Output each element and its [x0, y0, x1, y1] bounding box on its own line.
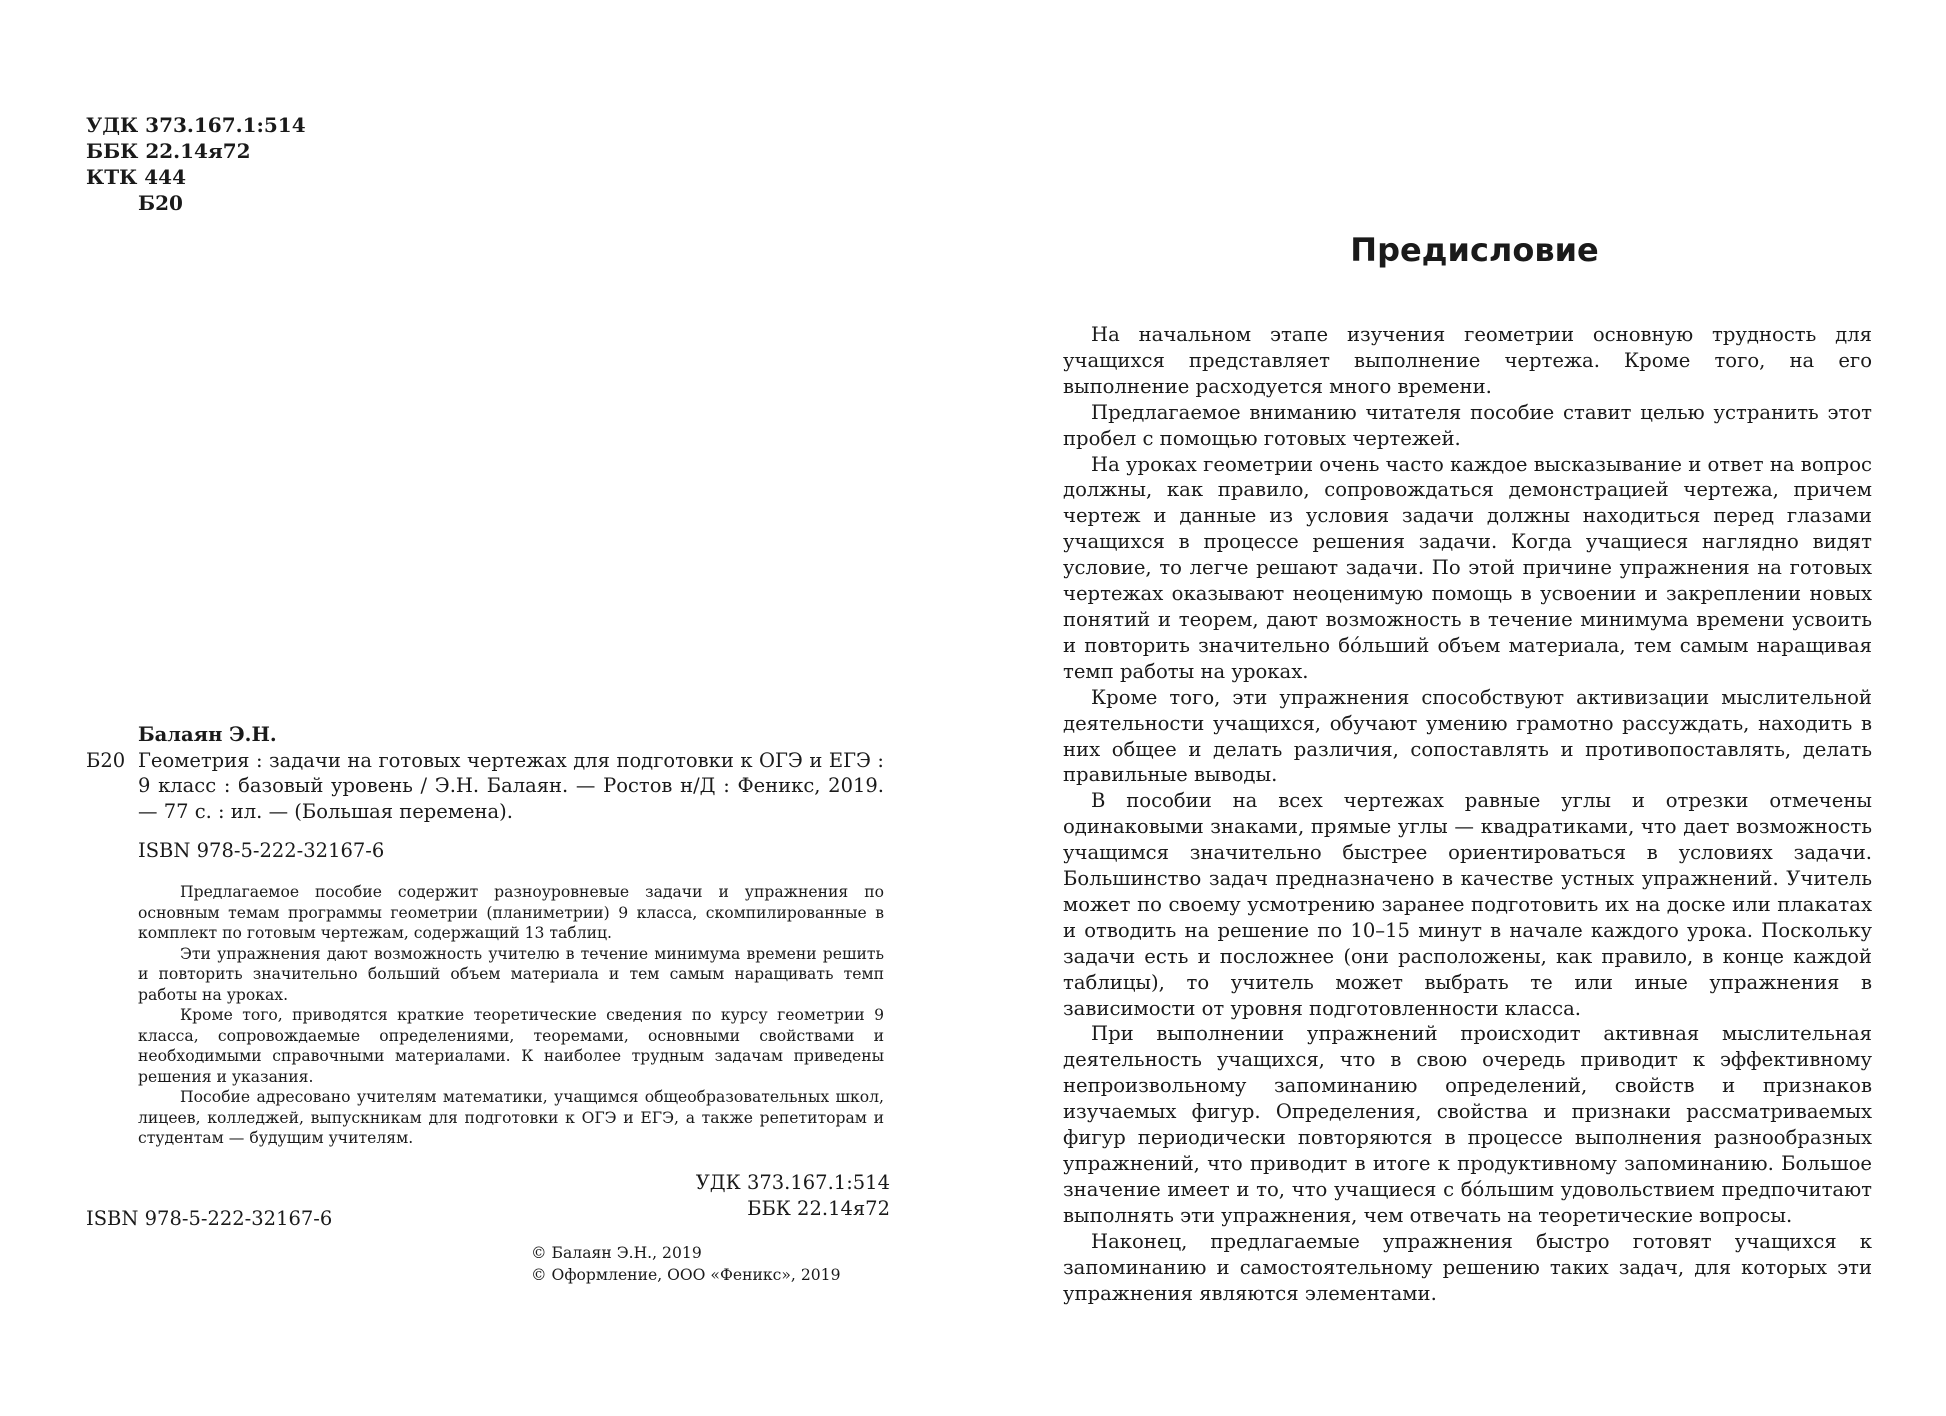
classification-codes: [86, 112, 306, 216]
bbk-code: ББК 22.14я72: [86, 139, 251, 163]
catalog-description-row: [86, 748, 906, 825]
copyright-design: © Оформление, ООО «Феникс», 2019: [531, 1266, 841, 1284]
udk-bbk-bottom: [600, 1170, 890, 1222]
isbn-bottom: ISBN 978-5-222-32167-6: [86, 1207, 333, 1230]
right-page: [973, 0, 1946, 1416]
catalog-author: Балаян Э.Н.: [138, 723, 277, 746]
foreword-text: [1063, 322, 1872, 1306]
annotation-paragraph: Предлагаемое пособие содержит разноуровневые задачи и упражнения по основным темам программы геометрии (планиметрии) 9 класса, скомпилированные в комплект по готовым чертежам, содержащий 13 таблиц.: [138, 883, 884, 942]
catalog-description: Геометрия : задачи на готовых чертежах для подготовки к ОГЭ и ЕГЭ : 9 класс : базовый уровень / Э.Н. Балаян. — Ростов н/Д : Феникс, 2019. — 77 с. : ил. — (Большая перемена).: [138, 748, 884, 823]
annotation-paragraph: Кроме того, приводятся краткие теоретические сведения по курсу геометрии 9 класса, сопровождаемые определениями, теоремами, основными свойствами и необходимыми справочными материалами. К наиболее трудным задачам приведены решения и указания.: [138, 1006, 884, 1086]
annotation-paragraph: Эти упражнения дают возможность учителю в течение минимума времени решить и повторить значительно больший объем материала и тем самым наращивать темп работы на уроках.: [138, 944, 884, 1004]
bbk-code-bottom: ББК 22.14я72: [747, 1197, 890, 1220]
annotation: [138, 882, 884, 1149]
catalog-sign: Б20: [86, 748, 126, 772]
udk-code-bottom: УДК 373.167.1:514: [695, 1171, 890, 1194]
catalog-entry: [86, 722, 906, 864]
foreword-paragraph: Предлагаемое вниманию читателя пособие ставит целью устранить этот пробел с помощью готовых чертежей.: [1063, 400, 1872, 450]
foreword-paragraph: Наконец, предлагаемые упражнения быстро готовят учащихся к запоминанию и самостоятельному решению таких задач, для которых эти упражнения являются элементами.: [1063, 1229, 1872, 1305]
foreword-paragraph: На начальном этапе изучения геометрии основную трудность для учащихся представляет выполнение чертежа. Кроме того, на его выполнение расходуется много времени.: [1063, 323, 1872, 398]
foreword-paragraph: На уроках геометрии очень часто каждое высказывание и ответ на вопрос должны, как правило, сопровождаться демонстрацией чертежа, причем чертеж и данные из условия задачи должны находиться перед глазами учащихся в процессе решения задачи. Когда учащиеся наглядно видят условие, то легче решают задачи. По этой причине упражнения на готовых чертежах оказывают неоценимую помощь в усвоении и закреплении новых понятий и теорем, дают возможность в течение минимума времени усвоить и повторить значительно бóльший объем материала, тем самым наращивая темп работы на уроках.: [1063, 452, 1872, 683]
foreword-title: Предисловие: [1350, 231, 1599, 269]
udk-code: УДК 373.167.1:514: [86, 113, 306, 137]
catalog-isbn: ISBN 978-5-222-32167-6: [138, 839, 385, 862]
foreword-paragraph: Кроме того, эти упражнения способствуют активизации мыслительной деятельности учащихся, обучают умению грамотно рассуждать, находить в них общее и делать различия, сопоставлять и противопоставлять, делать правильные выводы.: [1063, 685, 1872, 787]
copyright-block: [531, 1242, 841, 1286]
foreword-paragraph: В пособии на всех чертежах равные углы и отрезки отмечены одинаковыми знаками, прямые углы — квадратиками, что дает возможность учащимся значительно быстрее ориентироваться в условиях задачи. Большинство задач предназначено в качестве устных упражнений. Учитель может по своему усмотрению заранее подготовить их на доске или плакатах и отводить на решение по 10–15 минут в начале каждого урока. Поскольку задачи есть и посложнее (они расположены, как правило, в конце каждой таблицы), то учитель может выбрать те или иные упражнения в зависимости от уровня подготовленности класса.: [1063, 789, 1872, 1020]
ktk-code: КТК 444: [86, 165, 186, 189]
foreword-paragraph: При выполнении упражнений происходит активная мыслительная деятельность учащихся, что в свою очередь приводит к эффективному непроизвольному запоминанию определений, свойств и признаков изучаемых фигур. Определения, свойства и признаки рассматриваемых фигур периодически повторяются в процессе выполнения разнообразных упражнений, что приводит в итоге к продуктивному запоминанию. Большое значение имеет и то, что учащиеся с бóльшим удовольствием предпочитают выполнять эти упражнения, чем отвечать на теоретические вопросы.: [1063, 1022, 1872, 1227]
annotation-paragraph: Пособие адресовано учителям математики, учащимся общеобразовательных школ, лицеев, колледжей, выпускникам для подготовки к ОГЭ и ЕГЭ, а также репетиторам и студентам — будущим учителям.: [138, 1088, 884, 1147]
copyright-author: © Балаян Э.Н., 2019: [531, 1244, 702, 1262]
author-sign: Б20: [138, 191, 183, 215]
